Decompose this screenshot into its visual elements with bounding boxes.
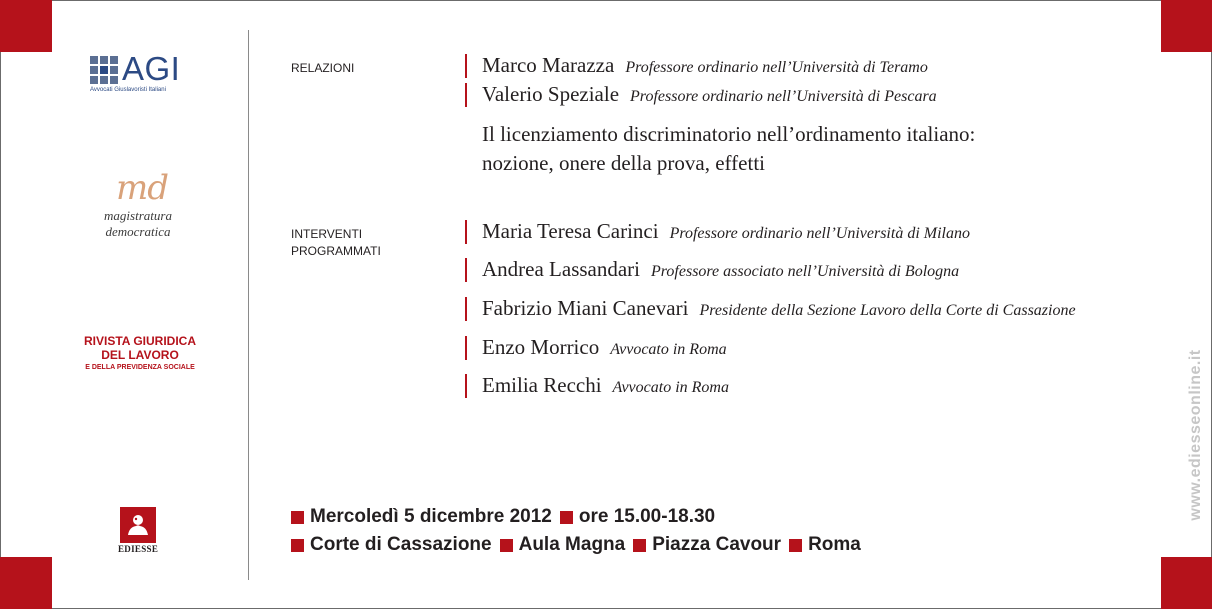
rgl-logo-line3: E DELLA PREVIDENZA SOCIALE	[85, 364, 195, 371]
agi-logo	[90, 50, 190, 100]
speaker-marker	[465, 297, 467, 321]
rgl-logo-line2: DEL LAVORO	[101, 348, 179, 362]
speaker-name: Maria Teresa Carinci	[482, 219, 659, 243]
speaker-row	[465, 257, 959, 282]
md-logo-line2: democratica	[105, 224, 171, 239]
talk-topic-line2: nozione, onere della prova, effetti	[482, 151, 765, 175]
speaker-role: Professore ordinario nell’Università di Milano	[669, 225, 970, 242]
speaker-row	[465, 373, 729, 398]
event-datetime-line	[291, 506, 723, 528]
speaker-name: Enzo Morrico	[482, 335, 600, 359]
bullet-square-icon	[789, 539, 802, 552]
md-logo	[92, 168, 192, 246]
agi-grid-icon	[90, 56, 118, 84]
interventi-label-line2: PROGRAMMATI	[291, 244, 381, 258]
speaker-name: Marco Marazza	[482, 53, 615, 77]
speaker-marker	[465, 258, 467, 282]
speaker-row	[465, 53, 928, 78]
event-room: Aula Magna	[518, 534, 626, 555]
rgl-logo-line1: RIVISTA GIURIDICA	[83, 334, 196, 348]
speaker-role: Avvocato in Roma	[612, 379, 729, 396]
event-location-line	[291, 534, 869, 556]
bullet-square-icon	[633, 539, 646, 552]
vertical-divider	[248, 30, 249, 580]
bullet-square-icon	[291, 539, 304, 552]
speaker-name: Fabrizio Miani Canevari	[482, 296, 689, 320]
corner-block-bottom-right	[1161, 557, 1212, 609]
speaker-marker	[465, 54, 467, 78]
relazioni-label: RELAZIONI	[291, 61, 355, 75]
event-city: Roma	[808, 534, 861, 555]
talk-topic-line1: Il licenziamento discriminatorio nell’ordinamento italiano:	[482, 122, 976, 146]
ediesse-logo-text: EDIESSE	[118, 544, 159, 554]
corner-block-bottom-left	[0, 557, 52, 609]
event-square: Piazza Cavour	[652, 534, 782, 555]
website-vertical	[1181, 320, 1211, 550]
speaker-name: Emilia Recchi	[482, 373, 602, 397]
speaker-role: Professore associato nell’Università di Bologna	[651, 263, 960, 280]
speaker-row	[465, 296, 1076, 321]
interventi-label-line1: INTERVENTI	[291, 227, 363, 241]
speaker-row	[465, 82, 937, 107]
speaker-marker	[465, 374, 467, 398]
bullet-square-icon	[291, 511, 304, 524]
speaker-row	[465, 219, 970, 244]
speaker-name: Valerio Speziale	[482, 82, 620, 106]
agi-logo-subtitle: Avvocati Giuslavoristi Italiani	[90, 87, 166, 93]
speaker-row	[465, 335, 727, 360]
ediesse-logo	[118, 507, 158, 554]
speaker-role: Professore ordinario nell’Università di Pescara	[630, 88, 937, 105]
md-monogram: md	[115, 168, 168, 208]
agi-logo-text: AGI	[122, 50, 181, 87]
website-link[interactable]: www.ediesseonline.it	[1187, 349, 1204, 521]
speaker-role: Avvocato in Roma	[610, 341, 727, 358]
talk-topic	[482, 120, 975, 178]
interventi-label	[291, 226, 381, 260]
ediesse-emblem-icon	[120, 507, 156, 543]
event-date: Mercoledì 5 dicembre 2012	[310, 506, 552, 527]
bullet-square-icon	[500, 539, 513, 552]
corner-block-top-right	[1161, 0, 1212, 52]
bullet-square-icon	[560, 511, 573, 524]
speaker-role: Professore ordinario nell’Università di Teramo	[625, 59, 928, 76]
event-venue: Corte di Cassazione	[310, 534, 492, 555]
speaker-name: Andrea Lassandari	[482, 257, 641, 281]
speaker-marker	[465, 220, 467, 244]
speaker-role: Presidente della Sezione Lavoro della Corte di Cassazione	[699, 302, 1076, 319]
md-logo-line1: magistratura	[104, 208, 172, 223]
speaker-marker	[465, 83, 467, 107]
speaker-marker	[465, 336, 467, 360]
event-time: ore 15.00-18.30	[578, 506, 716, 527]
rgl-logo	[70, 334, 210, 374]
corner-block-top-left	[0, 0, 52, 52]
